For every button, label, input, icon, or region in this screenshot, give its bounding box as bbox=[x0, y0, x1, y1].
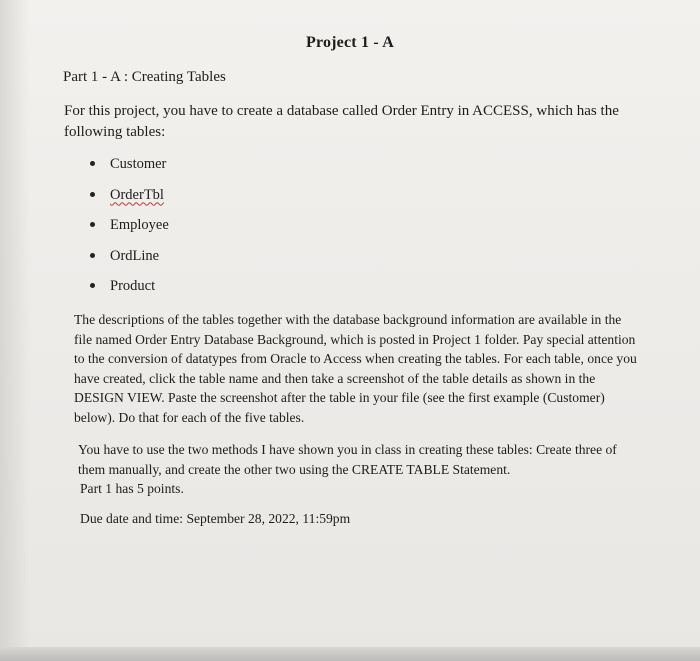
bullet-icon bbox=[90, 192, 95, 197]
list-item bbox=[88, 213, 169, 244]
list-item bbox=[88, 274, 169, 305]
part-heading: Part 1 - A : Creating Tables bbox=[63, 69, 226, 85]
list-item bbox=[88, 244, 169, 275]
bullet-icon bbox=[90, 283, 95, 288]
page-shadow bbox=[0, 0, 30, 661]
bottom-edge bbox=[0, 647, 700, 661]
page-title: Project 1 - A bbox=[305, 34, 395, 51]
bullet-icon bbox=[90, 253, 95, 258]
table-name: Product bbox=[110, 278, 156, 294]
due-date-line: Due date and time: September 28, 2022, 11:59pm bbox=[80, 511, 351, 526]
table-list bbox=[88, 152, 169, 305]
list-item bbox=[88, 152, 169, 183]
points-line: Part 1 has 5 points. bbox=[80, 481, 184, 496]
table-name: OrdLine bbox=[110, 247, 160, 264]
intro-paragraph: For this project, you have to create a database called Order Entry in ACCESS, which has the following tables: bbox=[64, 103, 619, 140]
methods-paragraph: You have to use the two methods I have shown you in class in creating these tables: Create three of them manually, and create the other two using the CREATE TABLE Statement. bbox=[78, 442, 617, 477]
table-name: OrderTbl bbox=[110, 186, 164, 203]
list-item bbox=[88, 183, 169, 214]
table-name: Employee bbox=[110, 217, 169, 233]
table-name: Customer bbox=[110, 156, 167, 172]
description-paragraph: The descriptions of the tables together with the database background information are available in the file named Order Entry Database Background, which is posted in Project 1 folder. Pay special attention to the conversion of datatypes from Oracle to Access when creating the tables. For each table, once you have created, click the table name and then take a screenshot of the table details as shown in the DESIGN VIEW. Paste the screenshot after the table in your file (see the first example (Customer) below). Do that for each of the five tables. bbox=[74, 312, 637, 425]
bullet-icon bbox=[90, 222, 95, 227]
bullet-icon bbox=[90, 161, 95, 166]
